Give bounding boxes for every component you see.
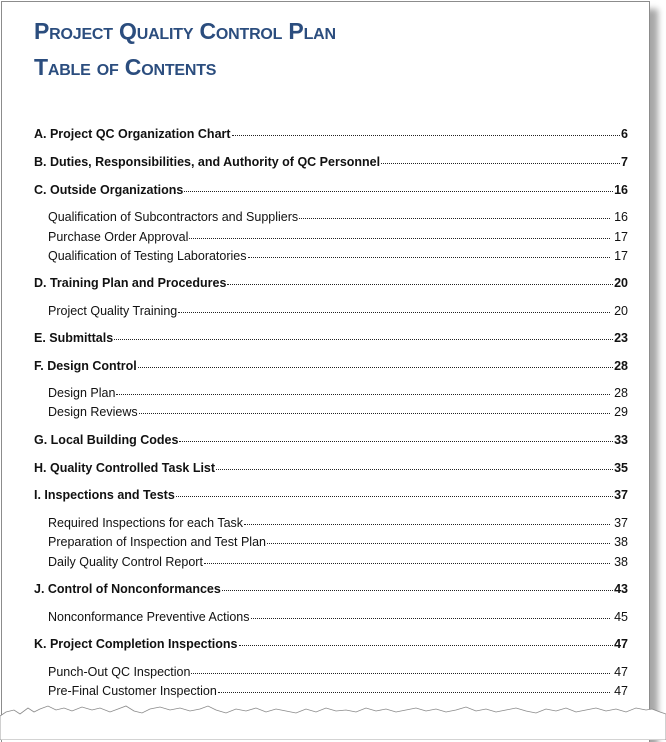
toc-entry-label: Preparation of Inspection and Test Plan — [48, 535, 266, 549]
dot-leader — [191, 673, 610, 674]
toc-page-number: 6 — [621, 127, 628, 141]
dot-leader — [138, 367, 613, 368]
toc-page-number: 28 — [614, 359, 628, 373]
toc-subentry[interactable] — [48, 666, 628, 679]
document-page — [1, 1, 650, 742]
toc-page-number: 45 — [614, 610, 628, 624]
dot-leader — [176, 496, 613, 497]
toc-subentry[interactable] — [48, 406, 628, 419]
toc-entry-c[interactable] — [34, 184, 628, 197]
toc-entry-label: C. Outside Organizations — [34, 183, 184, 197]
dot-leader — [139, 413, 610, 414]
toc-entry-label: D. Training Plan and Procedures — [34, 276, 227, 290]
toc-entry-label: Qualification of Testing Laboratories — [48, 249, 247, 263]
dot-leader — [216, 469, 613, 470]
toc-entry-label: B. Duties, Responsibilities, and Authority of QC Personnel — [34, 155, 381, 169]
toc-entry-f[interactable] — [34, 360, 628, 373]
toc-entry-label: Design Reviews — [48, 405, 138, 419]
toc-entry-i[interactable] — [34, 489, 628, 502]
toc-entry-label: F. Design Control — [34, 359, 137, 373]
document-title: Project Quality Control Plan — [34, 18, 336, 44]
toc-page-number: 16 — [614, 183, 628, 197]
toc-entry-label: Nonconformance Preventive Actions — [48, 610, 250, 624]
toc-entry-label: Daily Quality Control Report — [48, 555, 203, 569]
toc-subentry[interactable] — [48, 536, 628, 549]
toc-entry-label: Pre-Final Customer Inspection — [48, 684, 217, 698]
toc-subentry[interactable] — [48, 250, 628, 263]
dot-leader — [248, 257, 611, 258]
dot-leader — [204, 563, 610, 564]
toc-page-number: 47 — [614, 665, 628, 679]
toc-subentry[interactable] — [48, 611, 628, 624]
torn-paper-edge — [0, 700, 666, 740]
toc-entry-label: Design Plan — [48, 386, 116, 400]
toc-entry-e[interactable] — [34, 332, 628, 345]
toc-subentry[interactable] — [48, 517, 628, 530]
dot-leader — [218, 692, 610, 693]
dot-leader — [178, 312, 610, 313]
dot-leader — [227, 284, 613, 285]
toc-page-number: 35 — [614, 461, 628, 475]
toc-page-number: 47 — [614, 684, 628, 698]
toc-entry-label: E. Submittals — [34, 331, 114, 345]
dot-leader — [184, 191, 613, 192]
toc-page-number: 17 — [614, 249, 628, 263]
toc-entry-j[interactable] — [34, 583, 628, 596]
toc-page-number: 37 — [614, 488, 628, 502]
dot-leader — [116, 394, 610, 395]
dot-leader — [381, 163, 620, 164]
toc-page-number: 37 — [614, 516, 628, 530]
toc-entry-a[interactable] — [34, 128, 628, 141]
toc-page-number: 7 — [621, 155, 628, 169]
toc-entry-label: Qualification of Subcontractors and Suppliers — [48, 210, 299, 224]
toc-heading: Table of Contents — [34, 54, 217, 80]
toc-subentry[interactable] — [48, 231, 628, 244]
dot-leader — [244, 524, 610, 525]
toc-page-number: 29 — [614, 405, 628, 419]
toc-page-number: 33 — [614, 433, 628, 447]
toc-page-number: 23 — [614, 331, 628, 345]
dot-leader — [267, 543, 610, 544]
toc-entry-label: Purchase Order Approval — [48, 230, 189, 244]
dot-leader — [179, 441, 613, 442]
dot-leader — [239, 645, 614, 646]
toc-entry-label: K. Project Completion Inspections — [34, 637, 238, 651]
toc-page-number: 43 — [614, 582, 628, 596]
toc-entry-label: A. Project QC Organization Chart — [34, 127, 231, 141]
toc-entry-label: H. Quality Controlled Task List — [34, 461, 216, 475]
toc-page-number: 38 — [614, 555, 628, 569]
toc-subentry[interactable] — [48, 211, 628, 224]
toc-entry-label: J. Control of Nonconformances — [34, 582, 221, 596]
toc-entry-label: G. Local Building Codes — [34, 433, 179, 447]
toc-subentry[interactable] — [48, 305, 628, 318]
dot-leader — [114, 339, 613, 340]
toc-subentry[interactable] — [48, 685, 628, 698]
toc-entry-b[interactable] — [34, 156, 628, 169]
toc-entry-label: Project Quality Training — [48, 304, 178, 318]
toc-page-number: 28 — [614, 386, 628, 400]
toc-subentry[interactable] — [48, 387, 628, 400]
toc-page-number: 20 — [614, 276, 628, 290]
dot-leader — [251, 618, 611, 619]
dot-leader — [222, 590, 613, 591]
toc-entry-label: I. Inspections and Tests — [34, 488, 175, 502]
toc-entry-h[interactable] — [34, 462, 628, 475]
dot-leader — [299, 218, 610, 219]
toc-page-number: 38 — [614, 535, 628, 549]
toc-page-number: 17 — [614, 230, 628, 244]
dot-leader — [189, 238, 610, 239]
toc-entry-label: Required Inspections for each Task — [48, 516, 244, 530]
toc-entry-g[interactable] — [34, 434, 628, 447]
toc-entry-k[interactable] — [34, 638, 628, 651]
toc-entry-d[interactable] — [34, 277, 628, 290]
toc-page-number: 16 — [614, 210, 628, 224]
toc-page-number: 20 — [614, 304, 628, 318]
toc-subentry[interactable] — [48, 556, 628, 569]
toc-entry-label: Punch-Out QC Inspection — [48, 665, 191, 679]
toc-page-number: 47 — [614, 637, 628, 651]
dot-leader — [232, 135, 620, 136]
